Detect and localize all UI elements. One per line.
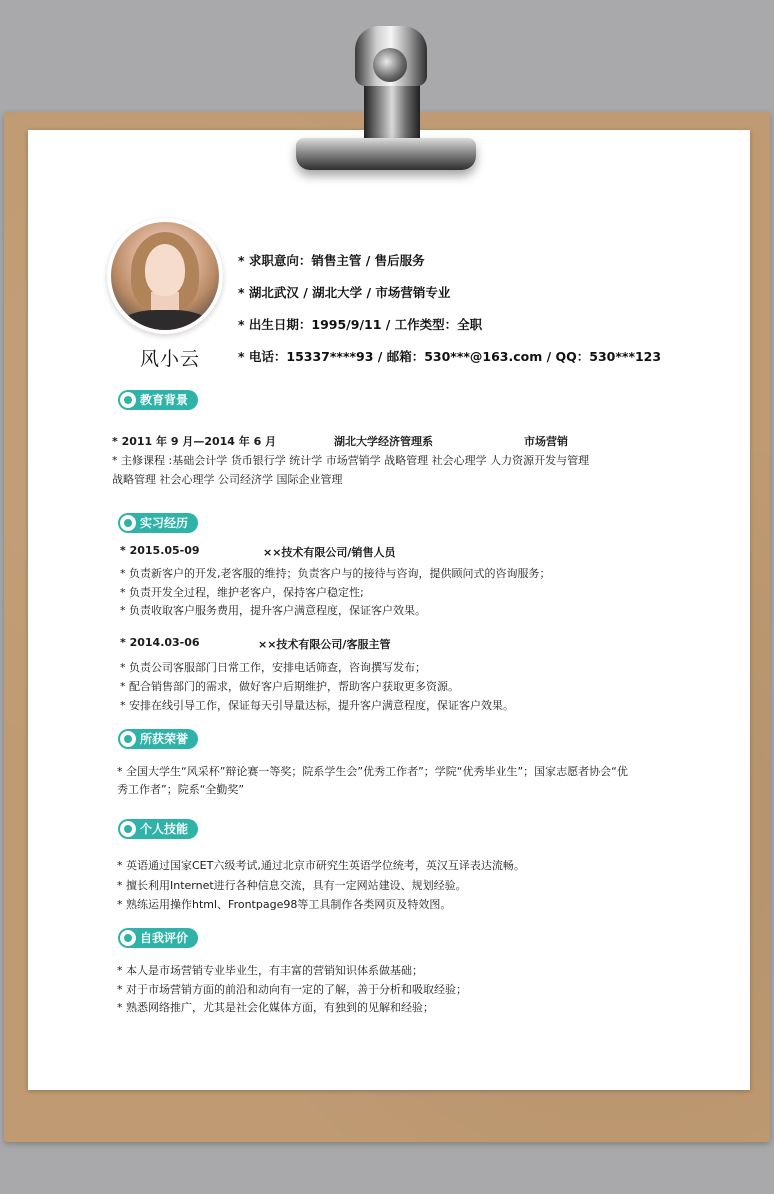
- section-title-pill: [118, 390, 198, 410]
- avatar-face: [145, 244, 185, 296]
- section-dot-icon: [120, 821, 136, 837]
- section-title: 所获荣誉: [140, 732, 189, 746]
- education-period: * 2011 年 9 月—2014 年 6 月: [112, 435, 277, 448]
- info-location-school: * 湖北武汉 / 湖北大学 / 市场营销专业: [238, 285, 451, 300]
- job-duty: * 安排在线引导工作，保证每天引导量达标，提升客户满意程度，保证客户效果。: [120, 699, 514, 712]
- section-dot-icon: [120, 392, 136, 408]
- section-dot-icon: [120, 930, 136, 946]
- honors-text: * 全国大学生“风采杯”辩论赛一等奖；院系学生会”优秀工作者”；学院“优秀毕业生”；国家志愿者协会“优: [117, 765, 628, 778]
- section-title-pill: [118, 928, 198, 948]
- section-title: 实习经历: [140, 516, 189, 530]
- section-honors-header: [118, 728, 198, 750]
- education-courses-cont: 战略管理 社会心理学 公司经济学 国际企业管理: [112, 473, 343, 486]
- section-title: 个人技能: [140, 822, 189, 836]
- section-title: 教育背景: [140, 393, 189, 407]
- binder-clip-base: [296, 138, 476, 170]
- education-courses: * 主修课程 :基础会计学 货币银行学 统计学 市场营销学 战略管理 社会心理学 人力资源开发与管理: [112, 454, 590, 467]
- job-date: * 2015.05-09: [120, 544, 200, 557]
- candidate-name: 风小云: [140, 348, 201, 370]
- section-dot-icon: [120, 515, 136, 531]
- section-education-header: [118, 389, 198, 411]
- skill-item: * 英语通过国家CET六级考试,通过北京市研究生英语学位统考，英汉互译表达流畅。: [117, 859, 525, 872]
- education-school: 湖北大学经济管理系: [334, 435, 433, 448]
- section-title: 自我评价: [140, 931, 189, 945]
- self-eval-item: * 对于市场营销方面的前沿和动向有一定的了解，善于分析和吸取经验；: [117, 983, 467, 996]
- avatar: [111, 222, 219, 330]
- section-internship-header: [118, 512, 198, 534]
- job-company: ××技术有限公司/销售人员: [263, 546, 396, 559]
- job-duty: * 负责收取客户服务费用，提升客户满意程度，保证客户效果。: [120, 604, 426, 617]
- honors-text-cont: 秀工作者”；院系“全勤奖”: [117, 783, 245, 796]
- binder-clip-icon: [373, 48, 407, 82]
- section-skills-header: [118, 818, 198, 840]
- section-title-pill: [118, 729, 198, 749]
- job-duty: * 负责开发全过程，维护老客户，保持客户稳定性;: [120, 586, 364, 599]
- binder-clip-neck: [364, 82, 420, 140]
- self-eval-item: * 本人是市场营销专业毕业生，有丰富的营销知识体系做基础；: [117, 964, 423, 977]
- job-duty: * 负责公司客服部门日常工作，安排电话筛查，咨询撰写发布；: [120, 661, 426, 674]
- section-self-eval-header: [118, 927, 198, 949]
- info-birth-worktype: * 出生日期：1995/9/11 / 工作类型：全职: [238, 317, 483, 332]
- info-contact: * 电话：15337****93 / 邮箱：530***@163.com / QQ：530***123: [238, 349, 662, 364]
- job-duty: * 负责新客户的开发,老客服的维持；负责客户与的接待与咨询，提供顾问式的咨询服务；: [120, 567, 551, 580]
- job-duty: * 配合销售部门的需求，做好客户后期维护，帮助客户获取更多资源。: [120, 680, 459, 693]
- self-eval-item: * 熟悉网络推广，尤其是社会化媒体方面，有独到的见解和经验；: [117, 1001, 434, 1014]
- section-title-pill: [118, 819, 198, 839]
- avatar-shirt: [119, 310, 211, 330]
- education-major: 市场营销: [524, 435, 568, 448]
- skill-item: * 擅长利用Internet进行各种信息交流，具有一定网站建设、规划经验。: [117, 879, 467, 892]
- info-job-intention: * 求职意向：销售主管 / 售后服务: [238, 253, 425, 268]
- section-title-pill: [118, 513, 198, 533]
- skill-item: * 熟练运用操作html、Frontpage98等工具制作各类网页及特效图。: [117, 898, 452, 911]
- job-date: * 2014.03-06: [120, 636, 200, 649]
- job-company: ××技术有限公司/客服主管: [258, 638, 391, 651]
- section-dot-icon: [120, 731, 136, 747]
